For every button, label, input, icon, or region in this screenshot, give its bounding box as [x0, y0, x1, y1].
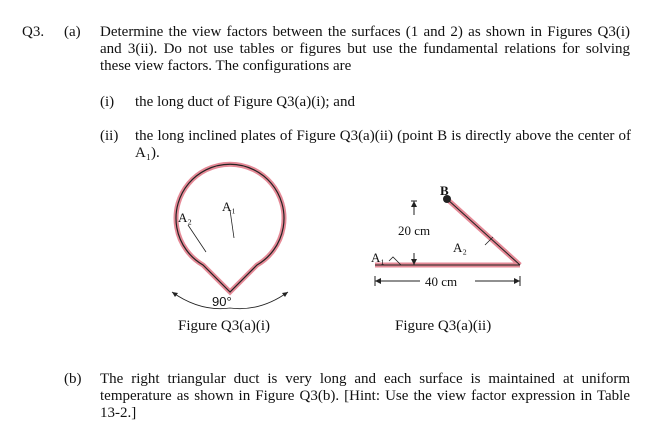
duct-a1-arc	[176, 164, 284, 292]
part-b-text: The right triangular duct is very long and each surface is maintained at uniform temperature as shown in Figure Q3(b). [Hint: Use the view factor expression in Table 13-2.]	[100, 371, 630, 421]
fig-right-caption: Figure Q3(a)(ii)	[395, 318, 492, 334]
fig-left-a2: A₂	[178, 210, 192, 225]
fig-left-a1: A₁	[222, 199, 236, 214]
fig-right-b: B	[440, 183, 449, 198]
item-ii-label: (ii)	[100, 128, 119, 144]
item-i-label: (i)	[100, 94, 115, 110]
fig-left-caption: Figure Q3(a)(i)	[178, 318, 271, 334]
fig-right-height: 20 cm	[398, 223, 431, 238]
part-a-text: Determine the view factors between the surfaces (1 and 2) as shown in Figures Q3(i) and 3(ii). Do not use tables or figures but use the fundamental relations for solving these view factors. The configurations are	[100, 24, 630, 74]
part-b-label: (b)	[64, 371, 82, 387]
part-a-label: (a)	[64, 24, 81, 40]
item-i-text: the long duct of Figure Q3(a)(i); and	[135, 94, 355, 110]
fig-left-angle: 90°	[212, 294, 232, 309]
fig-right-width: 40 cm	[425, 274, 458, 289]
fig-right-a1: A₁	[371, 250, 385, 265]
duct-outline	[176, 164, 284, 292]
item-ii-text: the long inclined plates of Figure Q3(a)(ii) (point B is directly above the center of A₁).	[135, 128, 631, 161]
question-number: Q3.	[22, 24, 45, 40]
fig-right-a2: A₂	[453, 240, 467, 255]
